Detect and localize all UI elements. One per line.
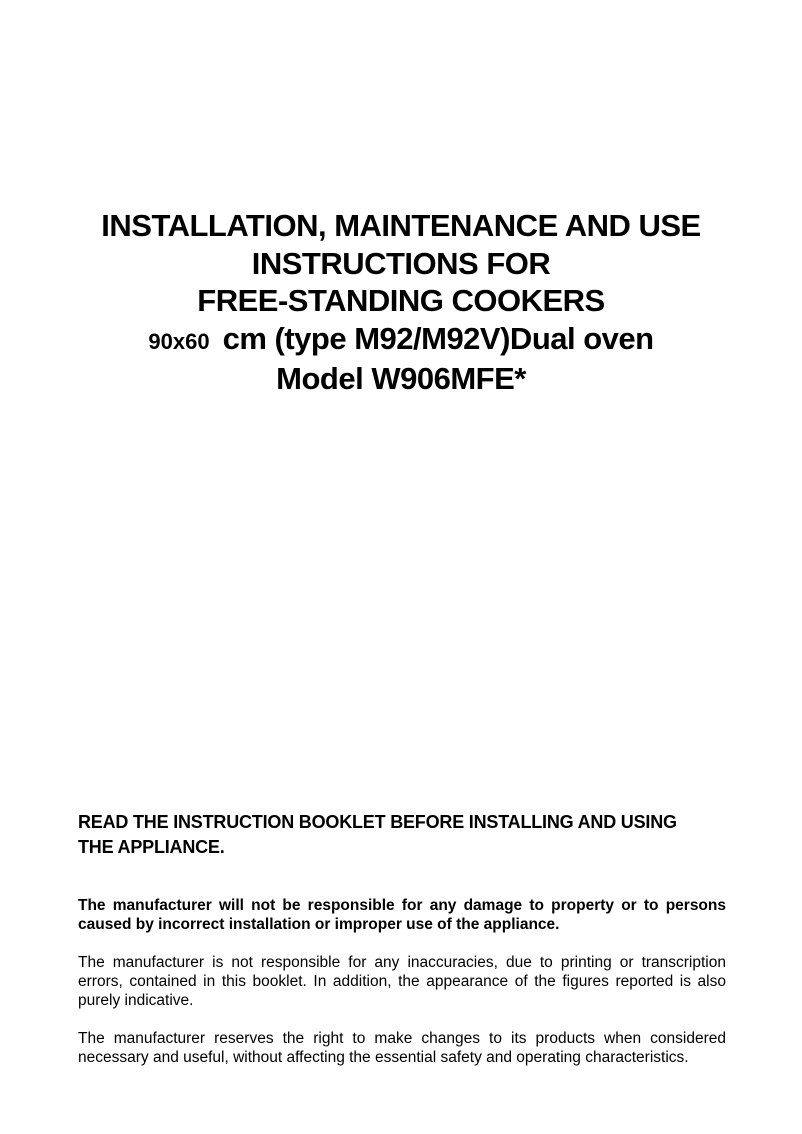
- cooker-type-text: cm (type M92/M92V)Dual oven: [222, 320, 654, 356]
- read-booklet-notice: [78, 810, 728, 860]
- disclaimer-paragraph-inaccuracies: The manufacturer is not responsible for any inaccuracies, due to printing or transcription errors, contained in this booklet. In addition, the appearance of the figures reported is also purely indicative.: [78, 953, 726, 1010]
- title-line-2: INSTRUCTIONS FOR: [251, 245, 551, 281]
- title-line-1: INSTALLATION, MAINTENANCE AND USE: [101, 208, 701, 243]
- disclaimer-paragraph-changes: The manufacturer reserves the right to make changes to its products when considered necessary and useful, without affecting the essential safety and operating characteristics.: [78, 1029, 726, 1066]
- title-line-3: FREE-STANDING COOKERS: [197, 283, 605, 318]
- title-line-4: [0, 320, 802, 361]
- notice-line-2: THE APPLIANCE.: [78, 837, 225, 857]
- cooker-size-value: 90x60: [148, 328, 210, 354]
- notice-line-1: READ THE INSTRUCTION BOOKLET BEFORE INSTALLING AND USING: [78, 812, 677, 832]
- disclaimer-paragraph-responsibility: The manufacturer will not be responsible for any damage to property or to persons caused by incorrect installation or improper use of the appliance.: [78, 896, 726, 933]
- model-line: Model W906MFE*: [276, 361, 526, 396]
- document-title-block: [0, 207, 802, 398]
